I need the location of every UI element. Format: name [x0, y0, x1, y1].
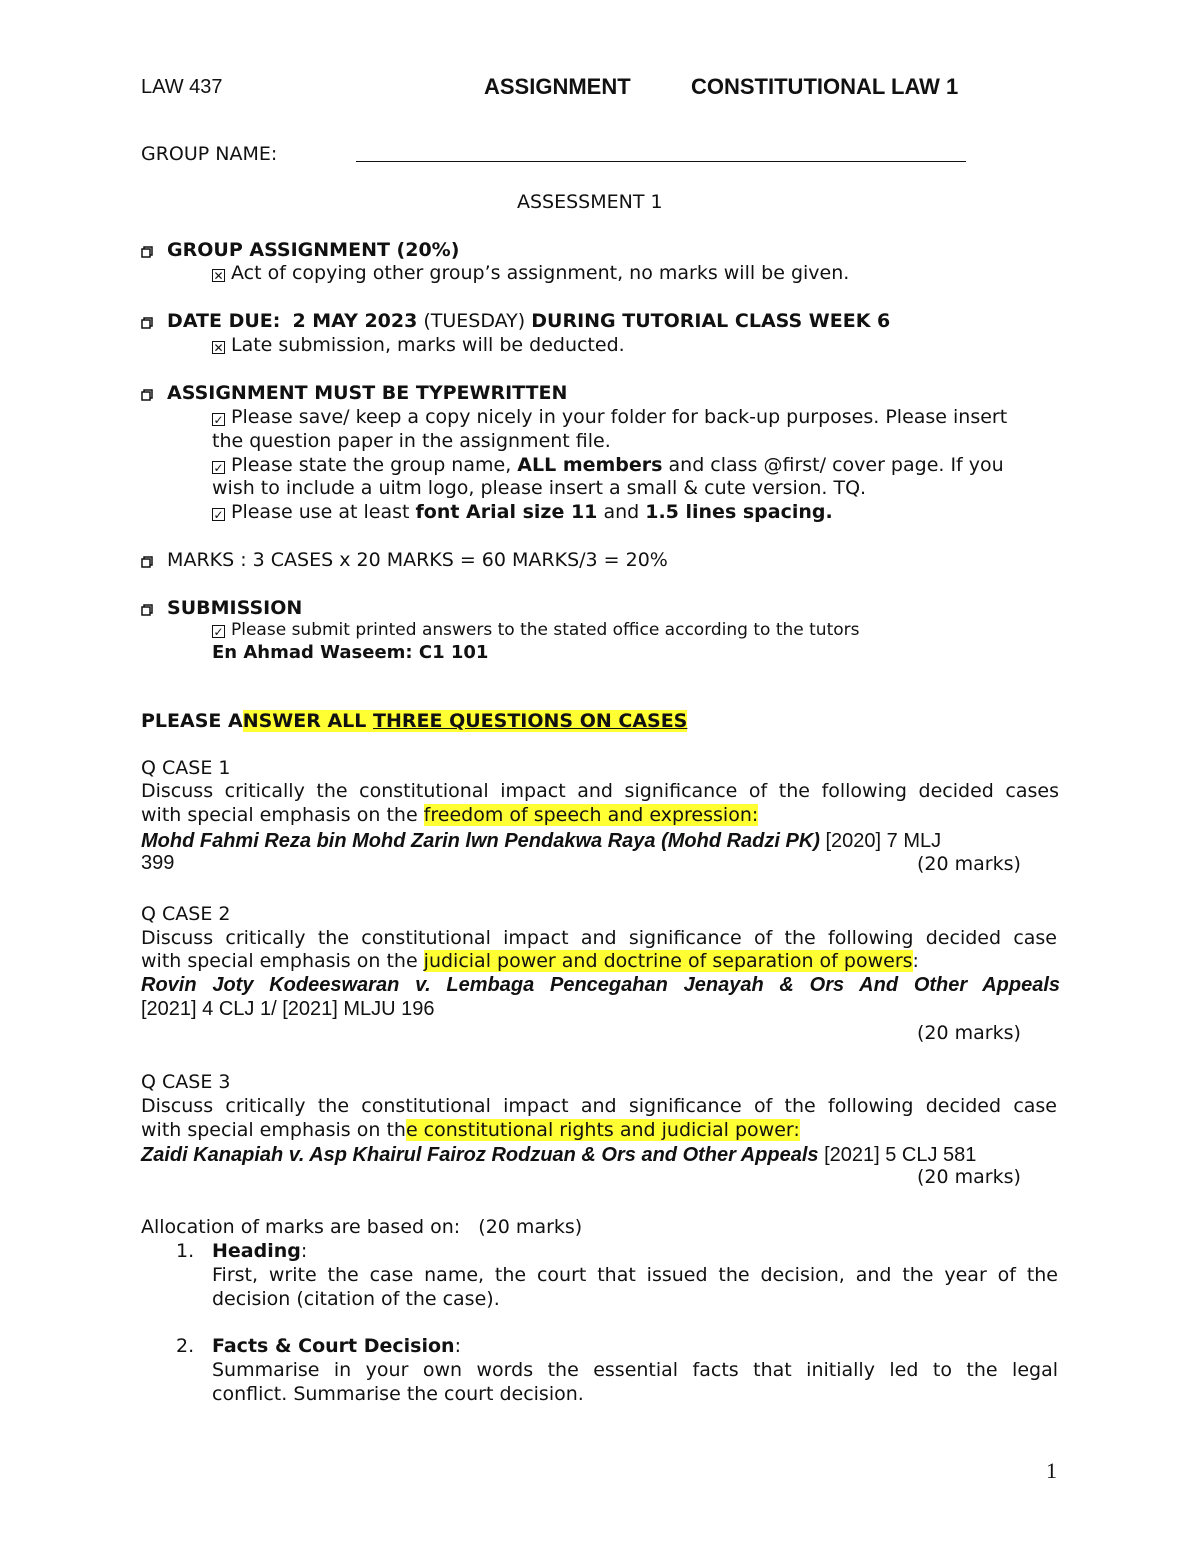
group-assignment-heading: GROUP ASSIGNMENT (20%) [141, 239, 459, 261]
typewritten-item-1: ✓ Please save/ keep a copy nicely in your folder for back-up purposes. Please insert [213, 406, 1008, 428]
check-box-icon: ✓ [213, 508, 224, 522]
submission-tutor: En Ahmad Waseem: C1 101 [212, 642, 489, 663]
marks-line: MARKS : 3 CASES x 20 MARKS = 60 MARKS/3 = 20% [141, 549, 668, 571]
submission-heading: SUBMISSION [141, 597, 302, 619]
case-3-line1: Discuss critically the constitutional impact and significance of the following decided case [141, 1095, 1057, 1117]
case-3-title: Q CASE 3 [141, 1071, 231, 1093]
case-1-citation: Mohd Fahmi Reza bin Mohd Zarin lwn Pendakwa Raya (Mohd Radzi PK) [2020] 7 MLJ [141, 830, 942, 852]
case-2-citation-ref: [2021] 4 CLJ 1/ [2021] MLJU 196 [141, 998, 435, 1020]
case-2-marks: (20 marks) [917, 1022, 1021, 1044]
date-due-note: ✕ Late submission, marks will be deducted. [213, 334, 625, 356]
submission-note: ✓ Please submit printed answers to the stated office according to the tutors [213, 620, 860, 640]
group-name-label: GROUP NAME: [141, 143, 278, 165]
case-3-marks: (20 marks) [917, 1166, 1021, 1188]
check-box-icon: ✓ [213, 625, 224, 639]
allocation-item-2-line1: Summarise in your own words the essential facts that initially led to the legal [212, 1359, 1058, 1381]
case-1-line1: Discuss critically the constitutional impact and significance of the following decided cases [141, 780, 1059, 802]
case-2-line2: with special emphasis on the judicial power and doctrine of separation of powers: [141, 950, 919, 972]
case-1-marks: (20 marks) [917, 853, 1021, 875]
check-box-icon: ✓ [213, 461, 224, 475]
book-bullet-icon [141, 556, 153, 568]
book-bullet-icon [141, 604, 153, 616]
allocation-item-1-line2: decision (citation of the case). [212, 1288, 500, 1310]
page-number: 1 [1046, 1458, 1057, 1483]
answer-instruction: PLEASE ANSWER ALL THREE QUESTIONS ON CASES [141, 710, 688, 732]
typewritten-item-3: ✓ Please use at least font Arial size 11 and 1.5 lines spacing. [213, 501, 833, 523]
allocation-item-2-heading: 2. Facts & Court Decision: [176, 1335, 461, 1357]
x-box-icon: ✕ [213, 341, 224, 355]
x-box-icon: ✕ [213, 269, 224, 283]
typewritten-item-2-cont: wish to include a uitm logo, please insert a small & cute version. TQ. [212, 477, 867, 499]
assignment-label: ASSIGNMENT [484, 74, 631, 99]
book-bullet-icon [141, 317, 153, 329]
typewritten-heading: ASSIGNMENT MUST BE TYPEWRITTEN [141, 382, 567, 404]
case-2-title: Q CASE 2 [141, 903, 231, 925]
check-box-icon: ✓ [213, 413, 224, 427]
case-1-citation-cont: 399 [141, 852, 175, 874]
typewritten-item-2: ✓ Please state the group name, ALL members and class @first/ cover page. If you [213, 454, 1004, 476]
case-2-line1: Discuss critically the constitutional impact and significance of the following decided case [141, 927, 1057, 949]
case-1-line2: with special emphasis on the freedom of speech and expression: [141, 804, 759, 826]
typewritten-item-1-cont: the question paper in the assignment file. [212, 430, 611, 452]
date-due-heading: DATE DUE: 2 MAY 2023 (TUESDAY) DURING TUTORIAL CLASS WEEK 6 [141, 310, 890, 332]
book-bullet-icon [141, 246, 153, 258]
allocation-item-2-line2: conflict. Summarise the court decision. [212, 1383, 584, 1405]
subject-title: CONSTITUTIONAL LAW 1 [691, 74, 959, 99]
group-assignment-note: ✕ Act of copying other group’s assignment, no marks will be given. [213, 262, 850, 284]
case-1-title: Q CASE 1 [141, 757, 231, 779]
allocation-item-1-line1: First, write the case name, the court that issued the decision, and the year of the [212, 1264, 1058, 1286]
book-bullet-icon [141, 389, 153, 401]
case-3-line2: with special emphasis on the constitutional rights and judicial power: [141, 1119, 800, 1141]
allocation-item-1-heading: 1. Heading: [176, 1240, 308, 1262]
group-name-line [356, 161, 966, 162]
case-2-citation: Rovin Joty Kodeeswaran v. Lembaga Pencegahan Jenayah & Ors And Other Appeals [141, 974, 1060, 996]
allocation-intro: Allocation of marks are based on: (20 marks) [141, 1216, 583, 1238]
case-3-citation: Zaidi Kanapiah v. Asp Khairul Fairoz Rodzuan & Ors and Other Appeals [2021] 5 CLJ 581 [141, 1144, 977, 1166]
assessment-title: ASSESSMENT 1 [517, 191, 663, 213]
course-code: LAW 437 [141, 76, 223, 98]
